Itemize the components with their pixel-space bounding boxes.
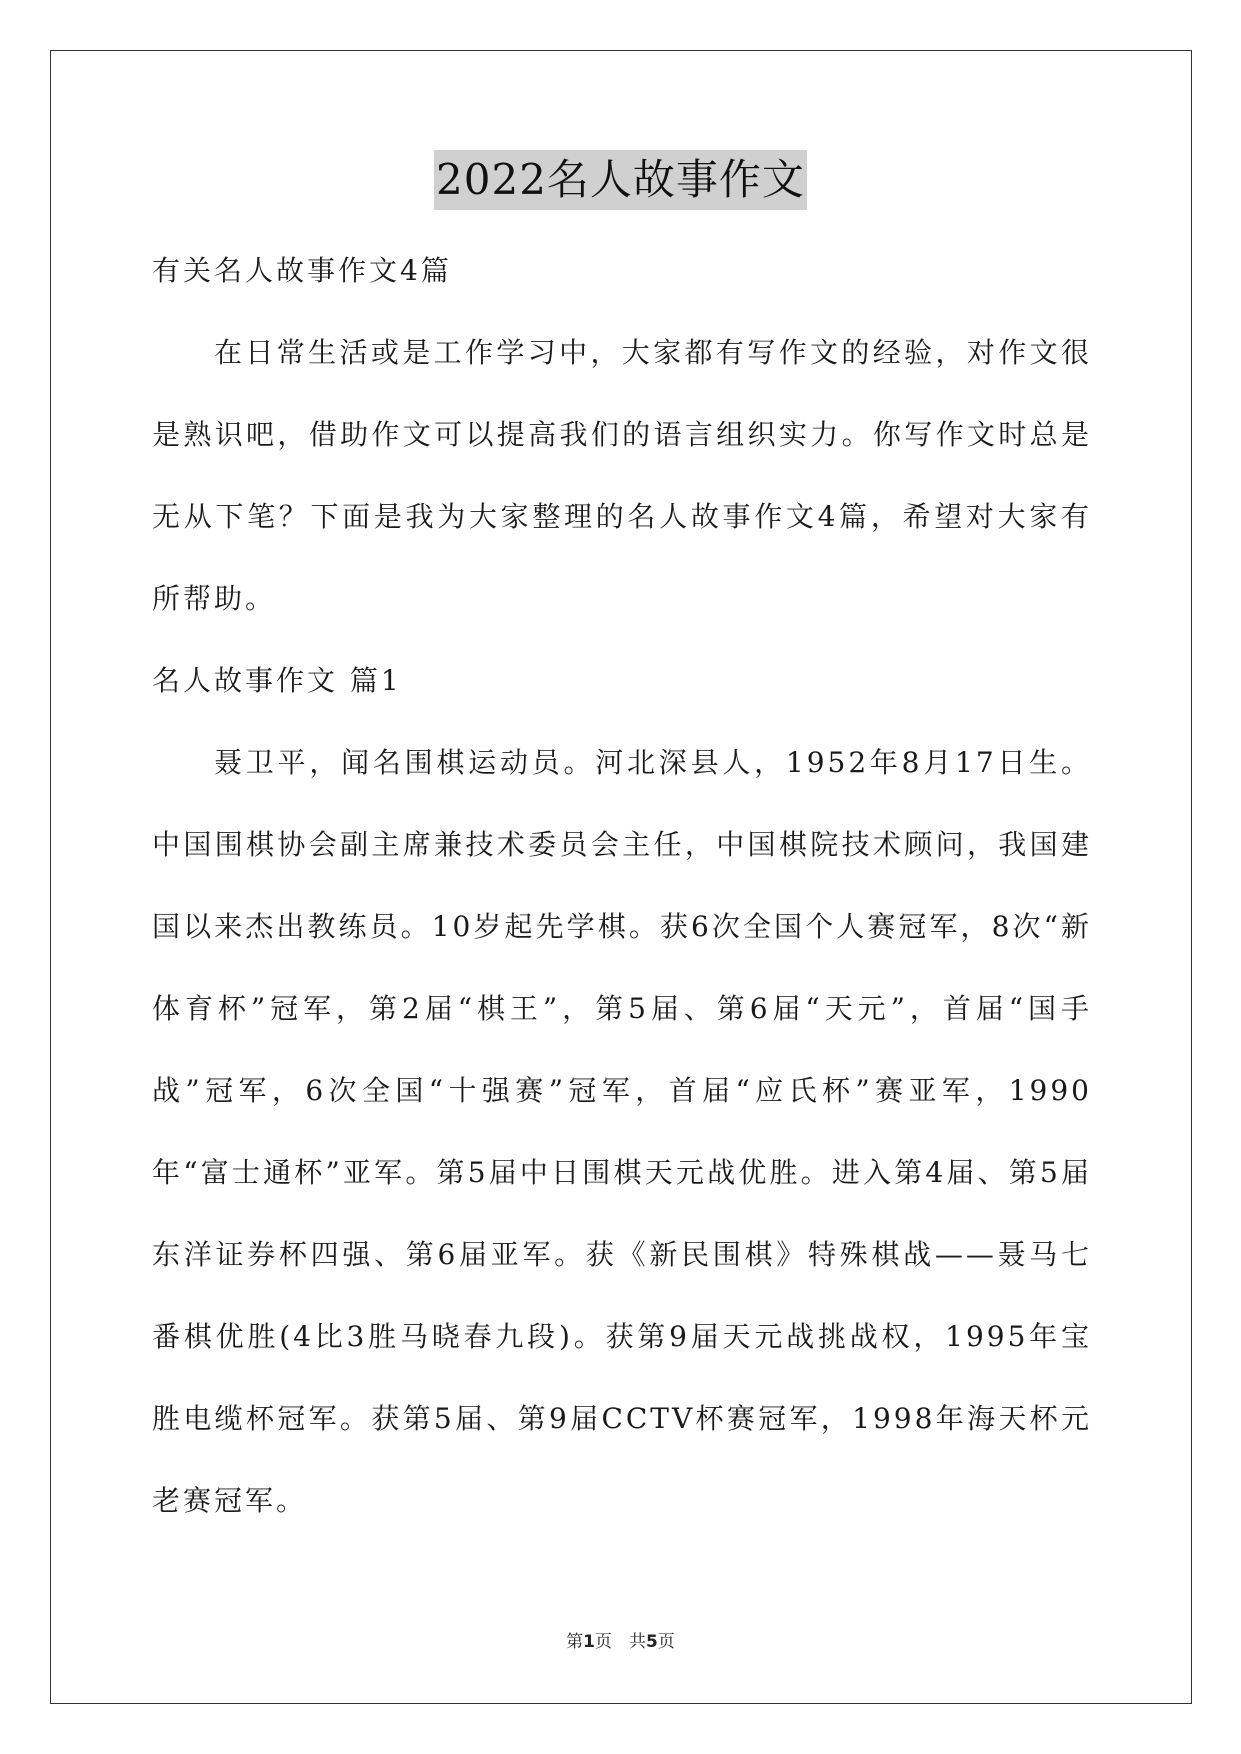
document-body [152,230,1092,1542]
document-title: 2022名人故事作文 [434,150,807,210]
intro-paragraph: 在日常生活或是工作学习中，大家都有写作文的经验，对作文很是熟识吧，借助作文可以提高我们的语言组织实力。你写作文时总是无从下笔？下面是我为大家整理的名人故事作文4篇，希望对大家有所帮助。 [152,336,1092,615]
footer-page-suffix: 页 [657,1632,675,1652]
page-footer [0,1627,1241,1652]
footer-total-pages: 5 [646,1632,658,1652]
footer-page-prefix: 第 [566,1632,584,1652]
footer-page-mid: 页 共 [595,1632,646,1652]
title-container [0,150,1241,210]
footer-current-page: 1 [583,1632,595,1652]
body-paragraph: 聂卫平，闻名围棋运动员。河北深县人，1952年8月17日生。中国围棋协会副主席兼技术委员会主任，中国棋院技术顾问，我国建国以来杰出教练员。10岁起先学棋。获6次全国个人赛冠军，8次“新体育杯”冠军，第2届“棋王”，第5届、第6届“天元”，首届“国手战”冠军，6次全国“十强赛”冠军，首届“应氏杯”赛亚军，1990年“富士通杯”亚军。第5届中日围棋天元战优胜。进入第4届、第5届东洋证券杯四强、第6届亚军。获《新民围棋》特殊棋战——聂马七番棋优胜(4比3胜马晓春九段)。获第9届天元战挑战权，1995年宝胜电缆杯冠军。获第5届、第9届CCTV杯赛冠军，1998年海天杯元老赛冠军。 [152,746,1092,1517]
section-heading: 名人故事作文 篇1 [152,664,402,697]
document-subtitle: 有关名人故事作文4篇 [152,254,452,287]
